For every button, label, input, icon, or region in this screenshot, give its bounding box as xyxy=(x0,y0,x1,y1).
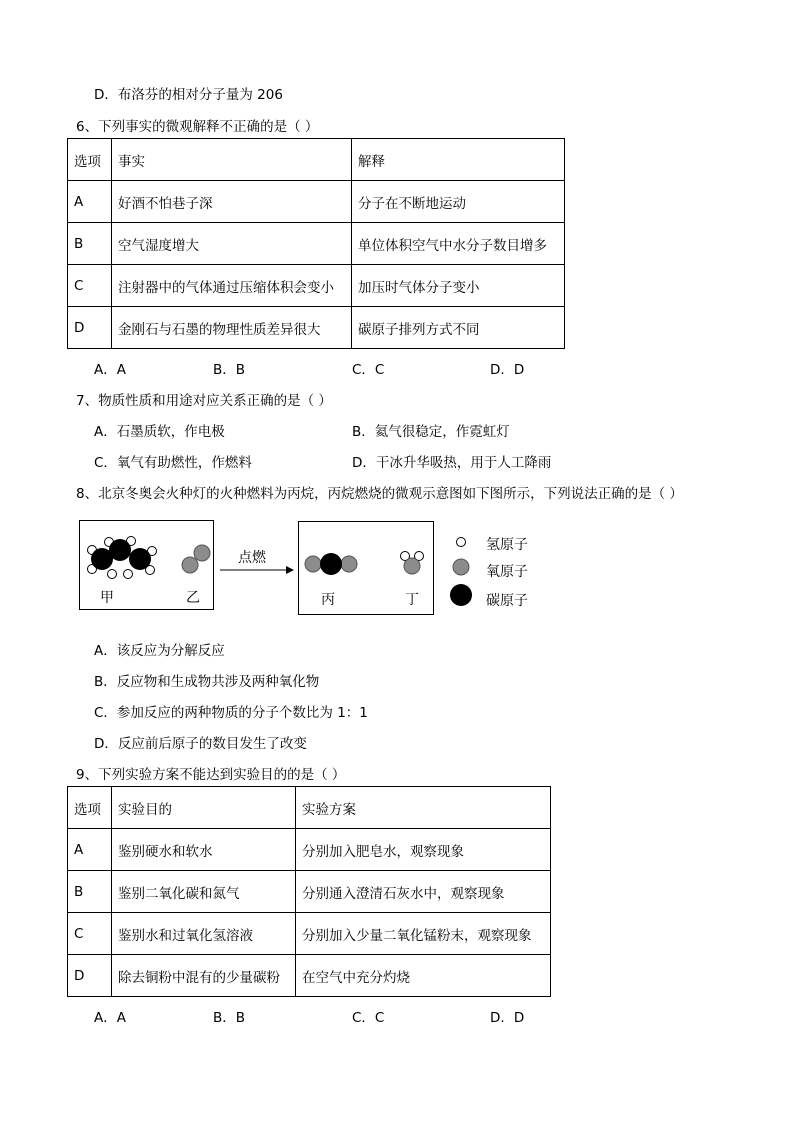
q9-option-c: C．C xyxy=(352,1010,385,1026)
q9-option-b: B．B xyxy=(213,1010,246,1026)
q7-stem: 7、物质性质和用途对应关系正确的是（ ） xyxy=(76,393,332,409)
table-row xyxy=(68,223,565,265)
table-cell: 除去铜粉中混有的少量碳粉 xyxy=(112,955,296,997)
table-cell: B xyxy=(68,223,112,265)
header-cell: 选项 xyxy=(68,787,112,829)
table-row xyxy=(68,871,551,913)
q9-stem: 9、下列实验方案不能达到实验目的的是（ ） xyxy=(76,767,346,783)
label-ding: 丁 xyxy=(405,592,419,608)
q9-table xyxy=(67,786,551,997)
table-cell: 好酒不怕巷子深 xyxy=(112,181,352,223)
table-cell: 分别加入少量二氧化锰粉末，观察现象 xyxy=(296,913,551,955)
table-cell: B xyxy=(68,871,112,913)
table-cell: 鉴别硬水和软水 xyxy=(112,829,296,871)
oxygen-atom-icon xyxy=(453,559,469,575)
legend-symbols xyxy=(447,534,477,614)
header-cell: 实验目的 xyxy=(112,787,296,829)
table-cell: 分子在不断地运动 xyxy=(352,181,565,223)
legend-oxygen: 氧原子 xyxy=(486,564,528,580)
table-header-row xyxy=(68,787,551,829)
table-cell: 鉴别二氧化碳和氮气 xyxy=(112,871,296,913)
q6-option-b: B．B xyxy=(213,362,246,378)
reactants-box xyxy=(79,520,214,610)
table-cell: 碳原子排列方式不同 xyxy=(352,307,565,349)
q7-option-d: D．干冰升华吸热，用于人工降雨 xyxy=(352,455,552,471)
q7-option-c: C．氧气有助燃性，作燃料 xyxy=(94,455,252,471)
table-cell: 金刚石与石墨的物理性质差异很大 xyxy=(112,307,352,349)
hydrogen-atom-icon xyxy=(457,538,466,547)
table-cell: 加压时气体分子变小 xyxy=(352,265,565,307)
table-cell: 在空气中充分灼烧 xyxy=(296,955,551,997)
q7-option-b: B．氦气很稳定，作霓虹灯 xyxy=(352,424,510,440)
q8-option-c: C．参加反应的两种物质的分子个数比为 1：1 xyxy=(94,705,368,721)
legend-carbon: 碳原子 xyxy=(486,593,528,609)
table-cell: 鉴别水和过氧化氢溶液 xyxy=(112,913,296,955)
table-cell: 分别通入澄清石灰水中，观察现象 xyxy=(296,871,551,913)
q6-table xyxy=(67,138,565,349)
q9-option-a: A．A xyxy=(94,1010,126,1026)
q7-option-a: A．石墨质软，作电极 xyxy=(94,424,225,440)
table-cell: 注射器中的气体通过压缩体积会变小 xyxy=(112,265,352,307)
table-cell: 空气湿度增大 xyxy=(112,223,352,265)
table-header-row xyxy=(68,139,565,181)
products-box xyxy=(298,521,434,615)
table-row xyxy=(68,265,565,307)
label-bing: 丙 xyxy=(321,592,335,608)
legend-hydrogen: 氢原子 xyxy=(486,537,528,553)
table-row xyxy=(68,913,551,955)
arrow-label: 点燃 xyxy=(238,550,266,566)
table-cell: D xyxy=(68,307,112,349)
table-cell: A xyxy=(68,181,112,223)
label-jia: 甲 xyxy=(100,590,114,606)
header-cell: 事实 xyxy=(112,139,352,181)
q9-option-d: D．D xyxy=(490,1010,525,1026)
q8-option-d: D．反应前后原子的数目发生了改变 xyxy=(94,736,307,752)
q8-stem: 8、北京冬奥会火种灯的火种燃料为丙烷，丙烷燃烧的微观示意图如下图所示，下列说法正确的是（ ） xyxy=(76,486,683,502)
arrow-icon xyxy=(218,563,298,577)
table-cell: A xyxy=(68,829,112,871)
table-cell: 单位体积空气中水分子数目增多 xyxy=(352,223,565,265)
table-cell: 分别加入肥皂水，观察现象 xyxy=(296,829,551,871)
table-row xyxy=(68,829,551,871)
table-cell: D xyxy=(68,955,112,997)
table-row xyxy=(68,955,551,997)
q6-stem: 6、下列事实的微观解释不正确的是（ ） xyxy=(76,119,319,135)
q8-option-a: A．该反应为分解反应 xyxy=(94,643,225,659)
header-cell: 实验方案 xyxy=(296,787,551,829)
header-cell: 选项 xyxy=(68,139,112,181)
carbon-atom-icon xyxy=(450,584,472,606)
header-cell: 解释 xyxy=(352,139,565,181)
q6-option-d: D．D xyxy=(490,362,525,378)
table-row xyxy=(68,181,565,223)
q8-option-b: B．反应物和生成物共涉及两种氧化物 xyxy=(94,674,320,690)
q6-option-a: A．A xyxy=(94,362,126,378)
table-cell: C xyxy=(68,265,112,307)
q6-option-c: C．C xyxy=(352,362,385,378)
label-yi: 乙 xyxy=(186,590,200,606)
table-row xyxy=(68,307,565,349)
q5-option-d: D．布洛芬的相对分子量为 206 xyxy=(94,87,283,103)
table-cell: C xyxy=(68,913,112,955)
